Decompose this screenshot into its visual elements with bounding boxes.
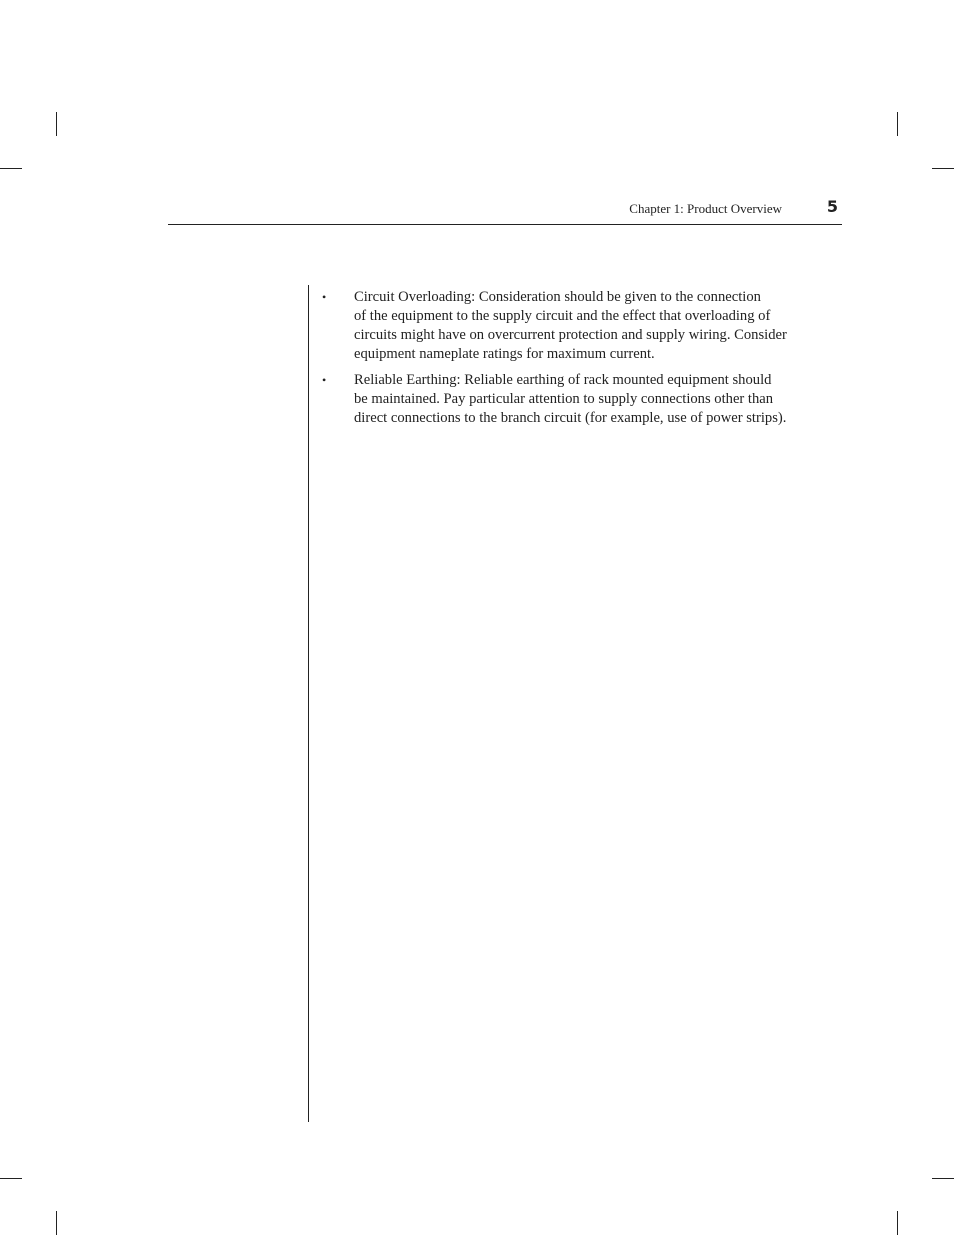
bullet-icon: • <box>322 373 327 387</box>
text-line: Circuit Overloading: Consideration should be given to the connection <box>354 289 761 305</box>
crop-mark-top-left-vertical <box>56 112 57 136</box>
text-line: of the equipment to the supply circuit and the effect that overloading of <box>354 308 771 324</box>
crop-mark-bottom-right-vertical <box>897 1211 898 1235</box>
crop-mark-top-left-horizontal <box>0 168 22 169</box>
crop-mark-top-right-horizontal <box>932 168 954 169</box>
running-header <box>168 195 842 225</box>
list-item <box>322 288 852 364</box>
crop-mark-bottom-right-horizontal <box>932 1178 954 1179</box>
text-line: equipment nameplate ratings for maximum current. <box>354 346 655 362</box>
crop-mark-top-right-vertical <box>897 112 898 136</box>
list-item <box>322 371 852 428</box>
crop-mark-bottom-left-vertical <box>56 1211 57 1235</box>
text-line: circuits might have on overcurrent protection and supply wiring. Consider <box>354 327 787 343</box>
text-line: direct connections to the branch circuit (for example, use of power strips). <box>354 410 787 426</box>
bullet-list <box>322 288 852 435</box>
crop-mark-bottom-left-horizontal <box>0 1178 22 1179</box>
text-line: Reliable Earthing: Reliable earthing of rack mounted equipment should <box>354 372 772 388</box>
margin-rule <box>308 285 309 1122</box>
page-number: 5 <box>826 197 838 216</box>
bullet-icon: • <box>322 290 327 304</box>
text-line: be maintained. Pay particular attention to supply connections other than <box>354 391 774 407</box>
chapter-title: Chapter 1: Product Overview <box>629 201 782 216</box>
